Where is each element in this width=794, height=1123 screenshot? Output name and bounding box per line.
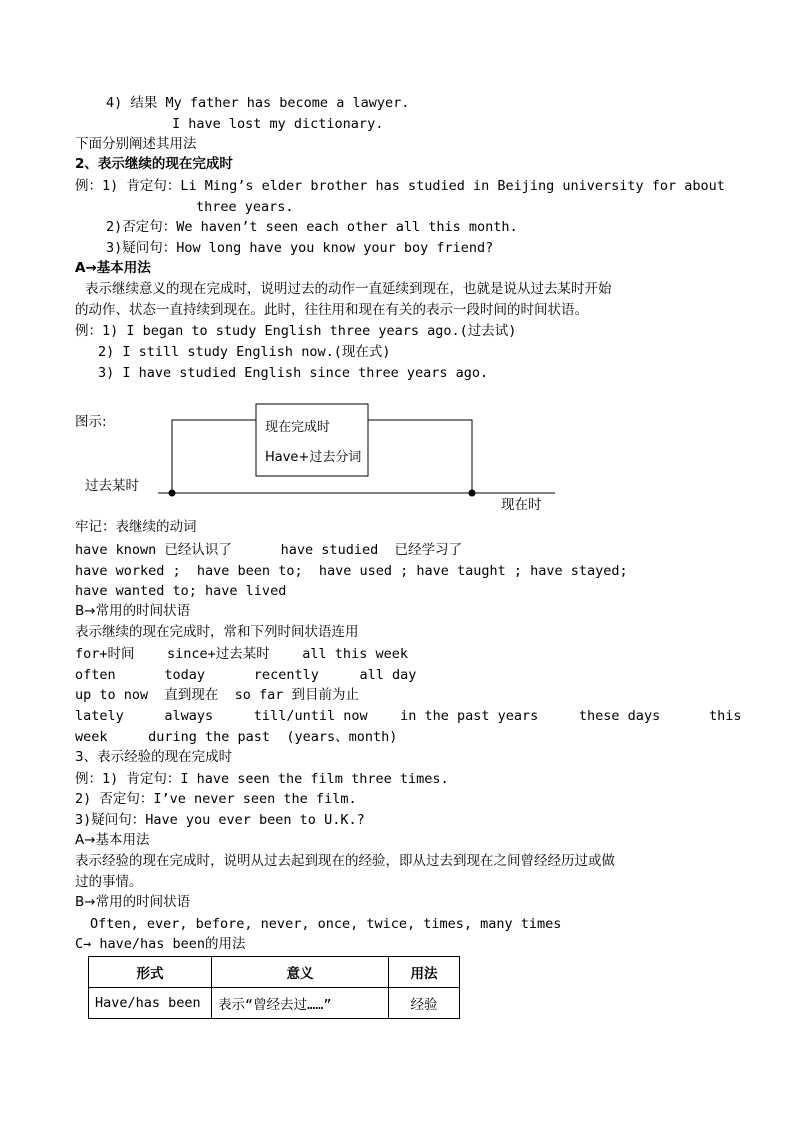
adverbials-row-2: often today recently all day: [75, 667, 417, 683]
intro-line: 下面分别阐述其用法: [75, 136, 197, 152]
example-2: 2) I still study English now.(现在式): [98, 344, 391, 360]
table-row: [89, 988, 460, 1019]
verbs-line-1: have known 已经认识了 have studied 已经学习了: [75, 542, 462, 558]
box-label-tense: 现在完成时: [265, 420, 331, 435]
now-point: [469, 490, 476, 497]
past-time-label: 过去某时: [85, 478, 139, 494]
subheading-a-basic: A→基本用法: [75, 260, 151, 276]
timeline-diagram: [75, 400, 575, 520]
experience-subheading-b: B→常用的时间状语: [75, 894, 191, 910]
table-header-row: [89, 957, 460, 988]
table-header-meaning: 意义: [212, 957, 389, 988]
subheading-b-adverbials: B→常用的时间状语: [75, 603, 191, 619]
table-cell-usage: 经验: [389, 988, 460, 1019]
basic-usage-para-1: 表示继续意义的现在完成时，说明过去的动作一直延续到现在，也就是说从过去某时开始: [85, 281, 612, 297]
verbs-line-3: have wanted to; have lived: [75, 583, 287, 599]
section-2-heading: 2、表示继续的现在完成时: [75, 156, 233, 172]
usage-result-line: 4) 结果 My father has become a lawyer.: [106, 95, 410, 111]
experience-example-2: 2) 否定句：I’ve never seen the film.: [75, 791, 357, 807]
tense-box: [256, 404, 368, 476]
diagram-caption: 图示:: [75, 414, 107, 430]
example-question: 3)疑问句：How long have you know your boy friend?: [106, 240, 494, 256]
present-time-label: 现在时: [501, 497, 542, 513]
have-been-usage-table: [88, 956, 460, 1019]
right-bracket-line: [368, 420, 472, 493]
experience-example-1: 例：1) 肯定句：I have seen the film three times.: [75, 771, 449, 787]
box-label-form: Have+过去分词: [265, 450, 362, 465]
basic-usage-para-2: 的动作、状态一直持续到现在。此时，往往用和现在有关的表示一段时间的时间状语。: [75, 302, 588, 318]
section-3-heading: 3、表示经验的现在完成时: [75, 749, 233, 765]
adverbials-row-1: for+时间 since+过去某时 all this week: [75, 646, 408, 662]
adverbials-row-4: lately always till/until now in the past years these days this: [75, 708, 742, 724]
adverbials-row-3: up to now 直到现在 so far 到目前为止: [75, 687, 360, 703]
usage-result-example: I have lost my dictionary.: [172, 116, 384, 132]
example-3: 3) I have studied English since three years ago.: [98, 365, 489, 381]
experience-para-2: 过的事情。: [75, 874, 143, 890]
example-1: 例：1) I began to study English three years ago.(过去试): [75, 323, 517, 339]
experience-adverbials: Often, ever, before, never, once, twice, times, many times: [90, 916, 562, 932]
table-header-usage: 用法: [389, 957, 460, 988]
verbs-line-2: have worked ; have been to; have used ; have taught ; have stayed;: [75, 563, 628, 579]
table-header-form: 形式: [89, 957, 212, 988]
adverbials-intro: 表示继续的现在完成时，常和下列时间状语连用: [75, 624, 359, 640]
past-point: [169, 490, 176, 497]
example-affirmative-cont: three years.: [196, 199, 294, 215]
adverbials-row-5: week during the past (years、month): [75, 729, 398, 745]
subheading-c-have-been: C→ have/has been的用法: [75, 936, 246, 952]
experience-para-1: 表示经验的现在完成时，说明从过去起到现在的经验，即从过去到现在之间曾经经历过或做: [75, 853, 615, 869]
table-cell-form: Have/has been: [89, 988, 212, 1019]
left-bracket-line: [172, 420, 256, 493]
table-cell-meaning: 表示“曾经去过……”: [212, 988, 389, 1019]
experience-subheading-a: A→基本用法: [75, 832, 150, 848]
memorize-heading: 牢记：表继续的动词: [75, 519, 197, 535]
example-affirmative: 例：1) 肯定句：Li Ming’s elder brother has studied in Beijing university for about: [75, 178, 725, 194]
experience-example-3: 3)疑问句：Have you ever been to U.K.?: [75, 812, 365, 828]
example-negative: 2)否定句：We haven’t seen each other all this month.: [106, 219, 518, 235]
